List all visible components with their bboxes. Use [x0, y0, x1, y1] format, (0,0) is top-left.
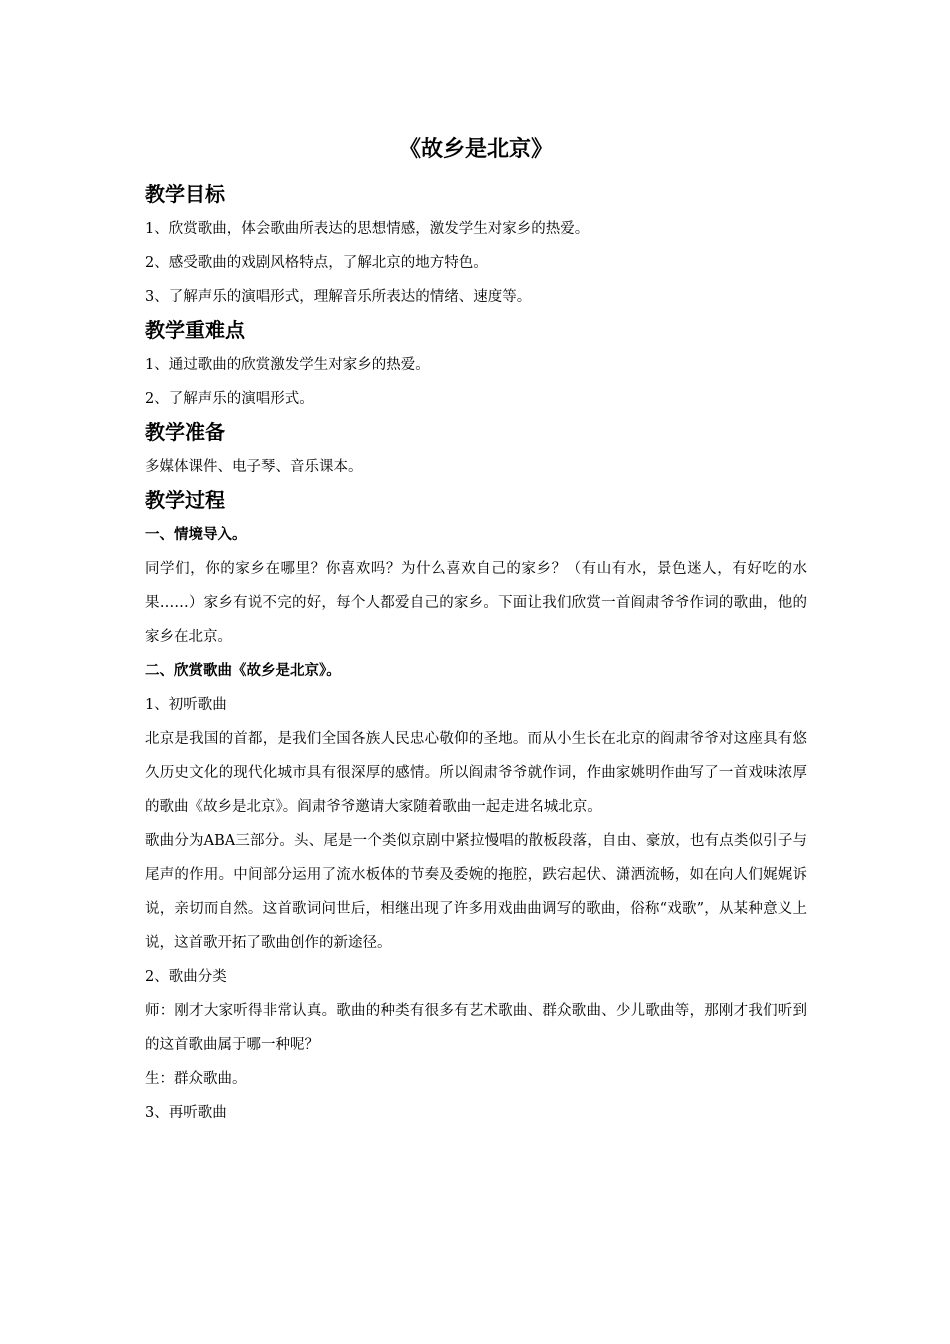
step1-text: 北京是我国的首都，是我们全国各族人民忠心敬仰的圣地。而从小生长在北京的阎肃爷爷对这座具有悠久历史文化的现代化城市具有很深厚的感情。所以阎肃爷爷就作词，作曲家姚明作曲写了一首戏味浓厚的歌曲《故乡是北京》。阎肃爷爷邀请大家随着歌曲一起走进名城北京。 [145, 731, 807, 815]
key-point-item-1: 1、通过歌曲的欣赏激发学生对家乡的热爱。 [145, 357, 430, 373]
step2-title: 2、歌曲分类 [145, 969, 227, 985]
heading-process: 教学过程 [145, 488, 225, 512]
process-part1-text: 同学们，你的家乡在哪里？你喜欢吗？为什么喜欢自己的家乡？（有山有水，景色迷人，有好吃的水果……）家乡有说不完的好，每个人都爱自己的家乡。下面让我们欣赏一首阎肃爷爷作词的歌曲，他的家乡在北京。 [145, 561, 807, 645]
process-part2-title: 二、欣赏歌曲《故乡是北京》。 [145, 663, 341, 679]
preparation-text: 多媒体课件、电子琴、音乐课本。 [145, 459, 363, 475]
step1-title: 1、初听歌曲 [145, 697, 227, 713]
key-point-item-2: 2、了解声乐的演唱形式。 [145, 391, 314, 407]
document-title: 《故乡是北京》 [398, 137, 553, 162]
document-body [145, 128, 807, 1130]
goal-item-1: 1、欣赏歌曲，体会歌曲所表达的思想情感，激发学生对家乡的热爱。 [145, 221, 590, 237]
heading-key-points: 教学重难点 [145, 318, 245, 342]
goal-item-2: 2、感受歌曲的戏剧风格特点，了解北京的地方特色。 [145, 255, 488, 271]
step2-teacher-line: 师：刚才大家听得非常认真。歌曲的种类有很多有艺术歌曲、群众歌曲、少儿歌曲等，那刚才我们听到的这首歌曲属于哪一种呢？ [145, 1003, 807, 1053]
heading-goals: 教学目标 [145, 182, 225, 206]
goal-item-3: 3、了解声乐的演唱形式，理解音乐所表达的情绪、速度等。 [145, 289, 532, 305]
process-part1-title: 一、情境导入。 [145, 527, 247, 543]
heading-preparation: 教学准备 [145, 420, 225, 444]
step3-title: 3、再听歌曲 [145, 1105, 227, 1121]
step2-student-line: 生：群众歌曲。 [145, 1071, 247, 1087]
step1-text-structure: 歌曲分为ABA三部分。头、尾是一个类似京剧中紧拉慢唱的散板段落，自由、豪放，也有点类似引子与尾声的作用。中间部分运用了流水板体的节奏及委婉的拖腔，跌宕起伏、潇洒流畅，如在向人们娓娓诉说，亲切而自然。这首歌词问世后，相继出现了许多用戏曲曲调写的歌曲，俗称“戏歌”，从某种意义上说，这首歌开拓了歌曲创作的新途径。 [145, 833, 807, 951]
